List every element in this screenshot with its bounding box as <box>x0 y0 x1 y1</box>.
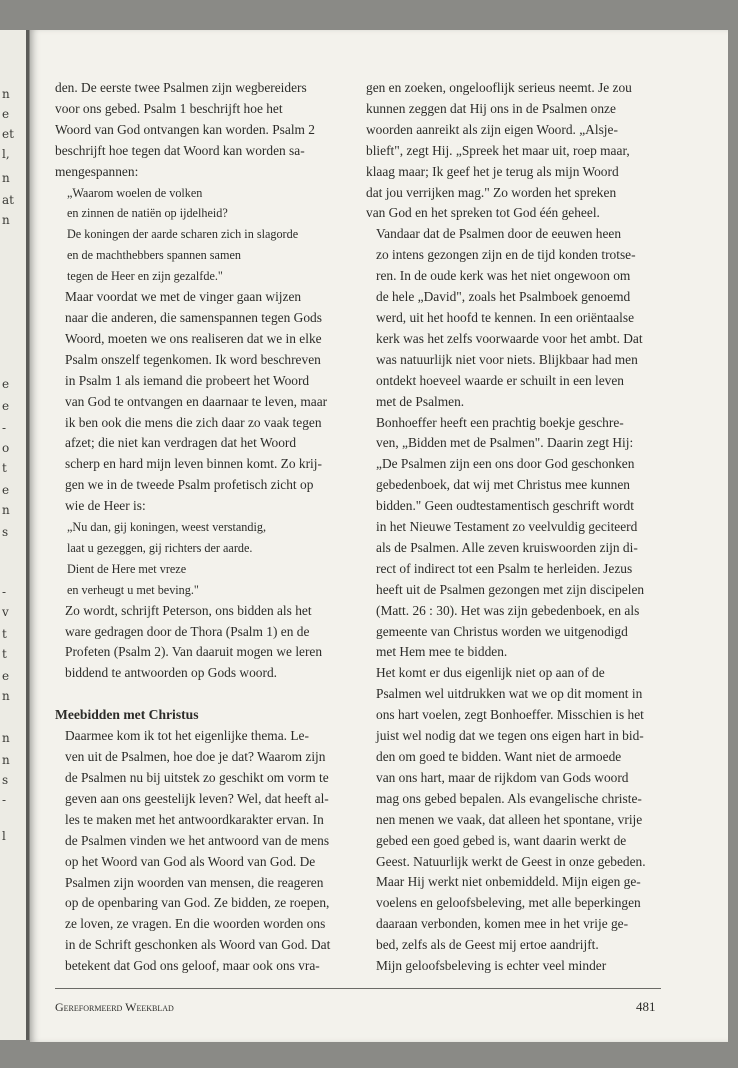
text-line: klaag maar; Ik geef het je terug als mijn Woord <box>366 163 619 179</box>
text-line: gemeente van Christus worden we uitgenodigd <box>376 623 628 639</box>
text-line: nen menen we vaak, dat alleen het spontane, vrije <box>376 811 643 827</box>
text-line: gen we in de tweede Psalm profetisch zicht op <box>65 477 314 493</box>
text-line: gen en zoeken, ongelooflijk serieus neemt. Je zou <box>366 80 632 95</box>
margin-fragment: t <box>2 647 7 661</box>
text-line: op het Woord van God als Woord van God. De <box>65 853 316 869</box>
text-line: gebed een goed gebed is, want daarin werkt de <box>376 832 627 848</box>
text-line: „Nu dan, gij koningen, weest verstandig, <box>67 520 267 535</box>
text-line: ware gedragen door de Thora (Psalm 1) en de <box>65 623 310 639</box>
text-line: met de Psalmen. <box>376 393 465 409</box>
text-line: bidden." Geen oudtestamentisch geschrift wordt <box>376 498 634 514</box>
paragraph <box>366 78 658 224</box>
text-line: Woord, moeten we ons realiseren dat we in elke <box>65 330 322 346</box>
margin-fragment: e <box>2 377 10 391</box>
text-line: de Psalmen nu bij uitstek zo geschikt om vorm te <box>65 770 329 785</box>
margin-fragment: - <box>2 421 7 435</box>
paragraph <box>55 726 347 977</box>
text-line: (Matt. 26 : 30). Het was zijn gebedenboek, en als <box>376 602 640 618</box>
text-line: en verheugt u met beving." <box>67 582 199 597</box>
text-line: Mijn geloofsbeleving is echter veel minder <box>376 958 607 974</box>
paragraph <box>366 413 658 664</box>
text-line: Psalm onszelf tegenkomen. Ik word beschreven <box>65 351 321 367</box>
text-line: beschrijft hoe tegen dat Woord kan worden sa- <box>55 142 305 158</box>
left-column <box>55 78 347 977</box>
paragraph <box>55 287 347 517</box>
psalm-quote <box>55 183 347 288</box>
text-line: en zinnen de natiën op ijdelheid? <box>67 206 228 221</box>
text-line: les te maken met het antwoordkarakter ervan. In <box>65 811 324 827</box>
text-line: zo intens gezongen zijn en de tijd konden trotse- <box>376 247 636 263</box>
text-line: kunnen zeggen dat Hij ons in de Psalmen onze <box>366 100 616 116</box>
margin-fragment: e <box>2 483 10 497</box>
text-line: scherp en hard mijn leven binnen komt. Zo krij- <box>65 456 322 472</box>
margin-fragment: n <box>2 689 10 703</box>
text-line: Dient de Here met vreze <box>67 561 187 576</box>
text-line: Maar voordat we met de vinger gaan wijzen <box>65 289 302 305</box>
text-line: voor ons gebed. Psalm 1 beschrijft hoe het <box>55 100 283 116</box>
paragraph <box>55 78 347 183</box>
text-line: ik ben ook die mens die zich daar zo vaak tegen <box>65 414 322 430</box>
text-line: ren. In de oude kerk was het niet ongewoon om <box>376 268 631 284</box>
text-line: De koningen der aarde scharen zich in slagorde <box>67 227 299 242</box>
text-line: mengespannen: <box>55 163 139 179</box>
text-line: ven uit de Psalmen, hoe doe je dat? Waarom zijn <box>65 749 326 765</box>
text-line: mag ons gebed bepalen. Als evangelische christe- <box>376 790 642 806</box>
text-line: voelens en geloofsbeleving, met alle beperkingen <box>376 895 641 911</box>
text-line: geven aan ons geestelijk leven? Wel, dat heeft al- <box>65 790 329 806</box>
margin-fragment: at <box>2 193 14 207</box>
margin-fragment: t <box>2 461 7 475</box>
paragraph <box>55 601 347 685</box>
margin-fragment: n <box>2 87 10 101</box>
text-line: bed, zelfs als de Geest mij ertoe aandrijft. <box>376 937 599 953</box>
adjacent-page-edge <box>0 30 29 1040</box>
text-line: heeft uit de Psalmen gezongen met zijn discipelen <box>376 581 645 597</box>
margin-fragment: n <box>2 731 10 745</box>
paragraph <box>366 224 658 412</box>
margin-fragment: s <box>2 773 9 787</box>
text-line: en de machthebbers spannen samen <box>67 248 241 263</box>
text-line: van God en het spreken tot God één geheel. <box>366 205 600 221</box>
text-line: blieft", zegt Hij. „Spreek het maar uit, roep maar, <box>366 142 630 158</box>
text-line: de hele „David", zoals het Psalmboek genoemd <box>376 289 631 305</box>
text-line: gebedenboek, dat wij met Christus mee kunnen <box>376 477 630 493</box>
margin-fragment: n <box>2 753 10 767</box>
footer-divider <box>55 988 661 989</box>
text-line: den. De eerste twee Psalmen zijn wegbereiders <box>55 80 307 95</box>
text-line: kerk was het zelfs voorwaarde voor het ambt. Dat <box>376 330 643 346</box>
text-line: ontdekt hoeveel waarde er schuilt in een leven <box>376 372 624 388</box>
text-line: van God te ontvangen en daarnaar te leven, maar <box>65 393 328 409</box>
text-line: Profeten (Psalm 2). Van daaruit mogen we leren <box>65 644 323 660</box>
text-line: was natuurlijk niet voor niets. Blijkbaar had men <box>376 351 638 367</box>
text-line: Het komt er dus eigenlijk niet op aan of de <box>376 665 605 681</box>
paragraph <box>366 663 658 956</box>
margin-fragment: s <box>2 525 9 539</box>
text-line: Woord van God ontvangen kan worden. Psalm 2 <box>55 121 315 137</box>
margin-fragment: o <box>2 441 10 455</box>
text-line: betekent dat God ons geloof, maar ook ons vra- <box>65 958 320 974</box>
text-line: ze loven, ze vragen. En die woorden worden ons <box>65 916 326 932</box>
margin-fragment: e <box>2 669 10 683</box>
text-line: Psalmen zijn woorden van mensen, die reageren <box>65 874 324 890</box>
text-line: afzet; die niet kan verdragen dat het Woord <box>65 435 297 451</box>
text-line: dat jou verrijken mag." Zo worden het spreken <box>366 184 617 200</box>
text-line: wie de Heer is: <box>65 498 146 514</box>
text-line: Zo wordt, schrijft Peterson, ons bidden als het <box>65 602 312 618</box>
text-line: den om goed te bidden. Want niet de armoede <box>376 749 622 764</box>
text-line: juist wel nodig dat we tegen ons eigen hart in bid- <box>376 728 644 744</box>
text-line: daaraan verbonden, komen mee in het vrije ge- <box>376 916 629 932</box>
margin-fragment: l <box>2 829 6 843</box>
text-line: op de openbaring van God. Ze bidden, ze roepen, <box>65 895 330 911</box>
text-line: in de Schrift geschonken als Woord van God. Dat <box>65 937 331 953</box>
margin-fragment: - <box>2 585 7 599</box>
text-line: „De Psalmen zijn een ons door God geschonken <box>376 456 635 472</box>
text-line: Daarmee kom ik tot het eigenlijke thema. Le- <box>65 728 309 744</box>
text-line: tegen de Heer en zijn gezalfde." <box>67 269 223 284</box>
text-line: Maar Hij werkt niet onbemiddeld. Mijn eigen ge- <box>376 874 641 890</box>
psalm-quote <box>55 517 347 601</box>
margin-fragment: n <box>2 213 10 227</box>
margin-fragment: v <box>2 605 9 619</box>
text-line: ons hart voelen, zegt Bonhoeffer. Misschien is het <box>376 707 644 723</box>
page-number: 481 <box>636 999 656 1014</box>
margin-fragment: n <box>2 171 10 185</box>
text-line: „Waarom woelen de volken <box>67 185 203 200</box>
text-line: Psalmen wel uitdrukken wat we op dit moment in <box>376 686 643 702</box>
text-line: Geest. Natuurlijk werkt de Geest in onze gebeden. <box>376 853 646 869</box>
margin-fragment: e <box>2 399 10 413</box>
text-line: de Psalmen vinden we het antwoord van de mens <box>65 832 330 848</box>
margin-fragment: l, <box>2 147 10 161</box>
text-line: rect of indirect tot een Psalm te herleiden. Jezus <box>376 560 633 576</box>
margin-fragment: t <box>2 627 7 641</box>
text-line: met Hem mee te bidden. <box>376 644 508 660</box>
text-line: als de Psalmen. Alle zeven kruiswoorden zijn di- <box>376 539 638 555</box>
text-line: naar die anderen, die samenspannen tegen Gods <box>65 309 322 325</box>
section-heading: Meebidden met Christus <box>55 707 199 723</box>
text-line: biddend te antwoorden op Gods woord. <box>65 665 277 681</box>
text-line: van ons hart, maar de rijkdom van Gods woord <box>376 769 629 785</box>
text-line: woorden aanreikt als zijn eigen Woord. „Alsje- <box>366 121 618 137</box>
right-column <box>366 78 658 977</box>
text-line: laat u gezeggen, gij richters der aarde. <box>67 540 253 555</box>
paragraph <box>366 956 658 977</box>
document-page <box>30 30 728 1042</box>
margin-fragment: e <box>2 107 10 121</box>
publication-title: Gereformeerd Weekblad <box>55 1000 174 1014</box>
text-line: ven, „Bidden met de Psalmen". Daarin zegt Hij: <box>376 435 634 451</box>
margin-fragment: - <box>2 793 7 807</box>
text-line: werd, uit het hoofd te kennen. In een oriëntaalse <box>376 309 635 325</box>
margin-fragment: n <box>2 503 10 517</box>
text-line: in het Nieuwe Testament zo veelvuldig geciteerd <box>376 519 638 535</box>
text-line: Bonhoeffer heeft een prachtig boekje geschre- <box>376 414 624 430</box>
margin-fragment: et <box>2 127 14 141</box>
text-line: Vandaar dat de Psalmen door de eeuwen heen <box>376 226 622 242</box>
text-line: in Psalm 1 als iemand die probeert het Woord <box>65 372 310 388</box>
